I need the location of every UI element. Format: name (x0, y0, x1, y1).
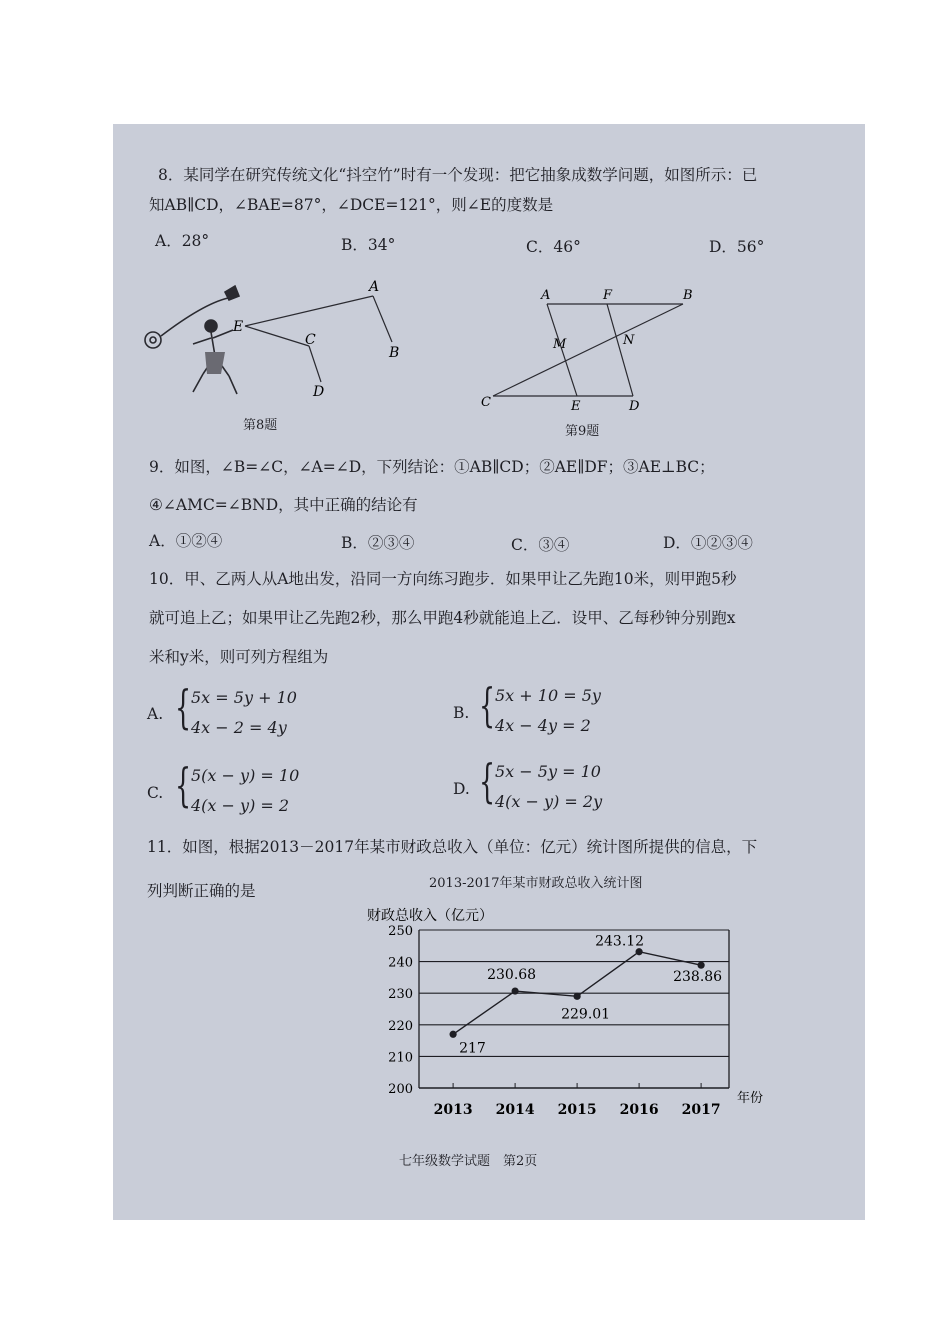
q9-label-b: B (683, 288, 693, 303)
q8-label-c: C (305, 332, 316, 348)
q10-option-b-brace: { (479, 678, 496, 732)
q8-option-c: C．46° (526, 238, 581, 256)
q9-option-b: B．②③④ (341, 534, 415, 552)
y-tick-label-250: 250 (388, 924, 413, 939)
data-label-2013: 217 (459, 1040, 486, 1057)
q9-figure (473, 284, 703, 414)
chart-data-labels (459, 934, 722, 1057)
data-point-2015 (574, 993, 581, 1000)
x-tick-label-2017: 2017 (681, 1102, 721, 1118)
kongzhu-performer-illustration (145, 286, 239, 394)
q10-line3: 米和y米，则可列方程组为 (149, 648, 329, 666)
q8-seg-ab (373, 296, 392, 342)
q9-option-c: C．③④ (511, 536, 570, 554)
q9-line1: 9．如图，∠B=∠C，∠A=∠D，下列结论：①AB∥CD；②AE∥DF；③AE⊥BC； (149, 458, 715, 476)
q8-seg-cd (309, 346, 321, 382)
q10-option-d-brace: { (479, 754, 496, 808)
q10-option-a-eq1: 5x = 5y + 10 (191, 688, 297, 707)
q9-option-a: A．①②④ (149, 532, 223, 550)
q10-line2: 就可追上乙；如果甲让乙先跑2秒，那么甲跑4秒就能追上乙．设甲、乙每秒钟分别跑x (149, 609, 736, 627)
data-label-2015: 229.01 (561, 1006, 611, 1023)
data-label-2014: 230.68 (487, 967, 537, 984)
y-tick-label-210: 210 (388, 1050, 413, 1066)
q10-option-d-eq2: 4(x − y) = 2y (495, 792, 603, 811)
q8-seg-ec (245, 326, 309, 346)
q10-option-c-label: C. (147, 784, 164, 802)
q11-line1: 11．如图，根据2013－2017年某市财政总收入（单位：亿元）统计图所提供的信息，下 (147, 838, 758, 856)
q10-line1: 10．甲、乙两人从A地出发，沿同一方向练习跑步．如果甲让乙先跑10米，则甲跑5秒 (149, 570, 737, 588)
q11-line2: 列判断正确的是 (147, 882, 256, 900)
q9-seg-fd (607, 304, 633, 396)
q8-option-d: D．56° (709, 238, 765, 256)
y-tick-label-200: 200 (388, 1082, 413, 1097)
q10-option-d-eq1: 5x − 5y = 10 (495, 762, 601, 781)
q8-line1: 8．某同学在研究传统文化“抖空竹”时有一个发现：把它抽象成数学问题，如图所示：已 (158, 166, 758, 184)
x-tick-label-2015: 2015 (557, 1102, 597, 1118)
q8-figure (133, 274, 433, 434)
q9-line2: ④∠AMC=∠BND，其中正确的结论有 (149, 496, 418, 514)
q9-figure-caption: 第9题 (565, 424, 600, 439)
x-tick-label-2016: 2016 (619, 1102, 659, 1118)
q8-label-a: A (369, 279, 380, 295)
chart-xlabel: 年份 (737, 1091, 764, 1106)
y-tick-label-230: 230 (388, 987, 413, 1003)
chart-title: 2013-2017年某市财政总收入统计图 (429, 876, 643, 891)
q9-label-a: A (541, 288, 551, 303)
y-tick-label-220: 220 (388, 1018, 413, 1034)
data-label-2017: 238.86 (673, 969, 723, 986)
q10-option-b-label: B. (453, 704, 470, 722)
q9-label-d: D (629, 399, 640, 414)
q10-option-c-eq1: 5(x − y) = 10 (191, 766, 300, 785)
q8-label-d: D (313, 384, 325, 400)
data-label-2016: 243.12 (595, 933, 645, 950)
q10-option-d-label: D. (453, 780, 470, 798)
q9-option-d: D．①②③④ (663, 534, 753, 552)
q10-option-b-eq1: 5x + 10 = 5y (495, 686, 601, 705)
q9-seg-cb (493, 304, 683, 396)
exam-page (113, 124, 865, 1220)
q8-seg-ea (245, 296, 373, 326)
q9-label-c: C (481, 395, 491, 410)
q8-option-b: B．34° (341, 236, 396, 254)
q10-option-c-brace: { (175, 758, 192, 812)
q8-figure-caption: 第8题 (243, 418, 278, 433)
q8-label-b: B (389, 345, 400, 361)
q10-option-a-eq2: 4x − 2 = 4y (191, 718, 287, 737)
data-point-2014 (512, 987, 519, 994)
x-tick-label-2013: 2013 (433, 1102, 473, 1118)
q9-label-m: M (553, 337, 567, 352)
q8-option-a: A．28° (155, 232, 210, 250)
q10-option-c-eq2: 4(x − y) = 2 (191, 796, 290, 815)
chart-y-ticks (388, 924, 413, 1097)
q9-label-e: E (571, 399, 581, 414)
q9-label-f: F (603, 288, 613, 303)
q8-line2: 知AB∥CD，∠BAE=87°，∠DCE=121°，则∠E的度数是 (149, 196, 554, 214)
y-tick-label-240: 240 (388, 955, 413, 971)
q9-label-n: N (623, 333, 635, 348)
chart-x-ticks (434, 1102, 721, 1118)
q10-option-b-eq2: 4x − 4y = 2 (495, 716, 591, 735)
x-tick-label-2014: 2014 (495, 1102, 535, 1118)
data-point-2013 (450, 1031, 457, 1038)
page-footer: 七年级数学试题 第2页 (399, 1154, 538, 1169)
data-point-2017 (698, 962, 705, 969)
revenue-line-chart (353, 904, 793, 1134)
q8-label-e: E (233, 319, 244, 335)
q10-option-a-brace: { (175, 680, 192, 734)
q10-option-a-label: A. (147, 705, 164, 723)
chart-ylabel: 财政总收入（亿元） (367, 908, 493, 924)
